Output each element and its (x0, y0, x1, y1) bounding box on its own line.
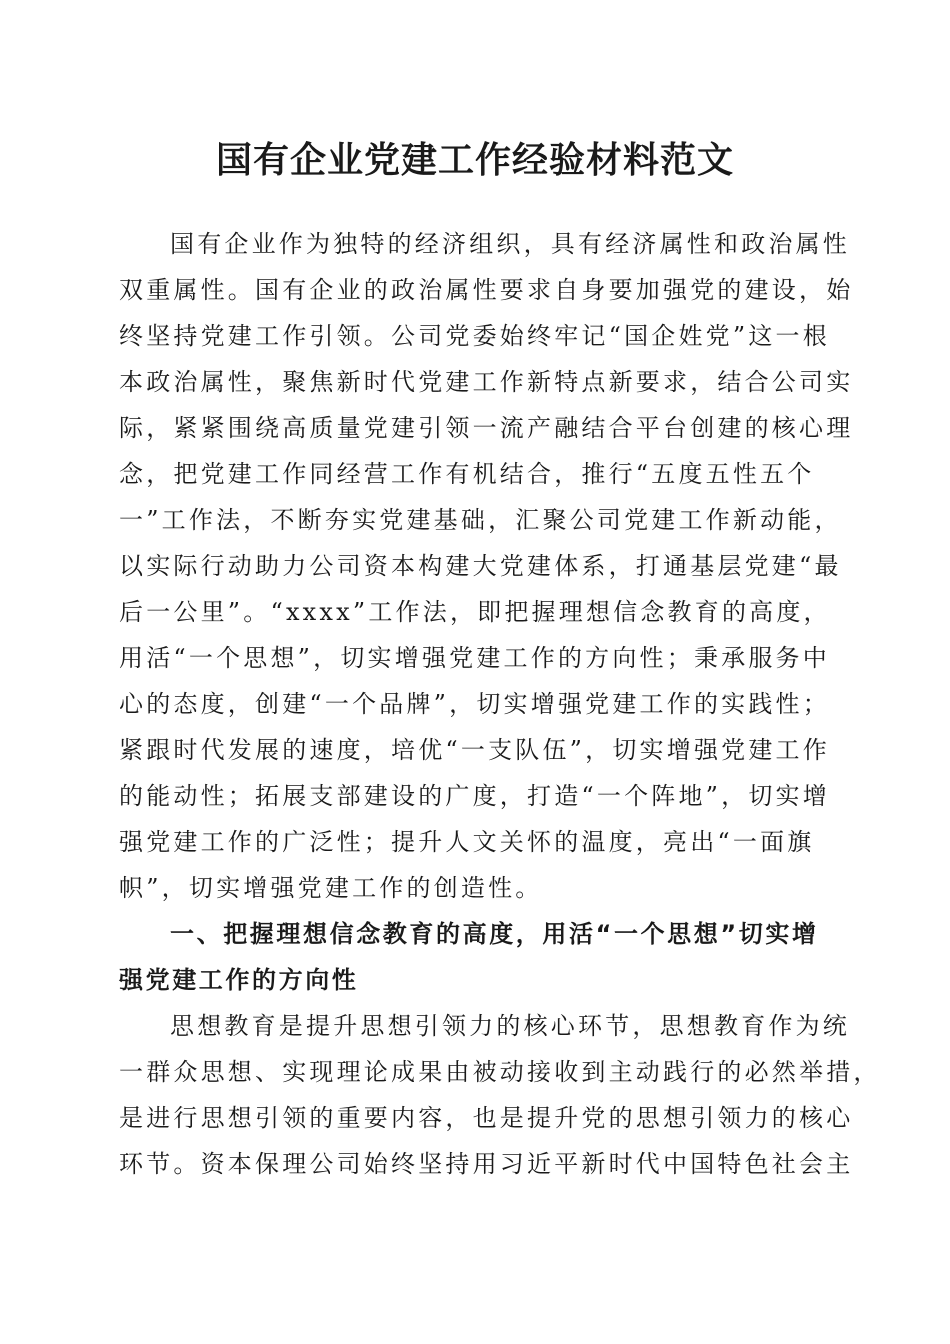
intro-line: 本政治属性，聚焦新时代党建工作新特点新要求，结合公司实 (119, 368, 854, 396)
intro-line: 用活“一个思想”，切实增强党建工作的方向性；秉承服务中 (119, 644, 830, 672)
intro-line: 双重属性。国有企业的政治属性要求自身要加强党的建设，始 (119, 276, 854, 304)
body-line: 是进行思想引领的重要内容，也是提升党的思想引领力的核心 (119, 1104, 854, 1132)
intro-line: 际，紧紧围绕高质量党建引领一流产融结合平台创建的核心理 (119, 414, 854, 442)
section-heading-line: 强党建工作的方向性 (119, 966, 359, 994)
intro-line: 强党建工作的广泛性；提升人文关怀的温度，亮出“一面旗 (119, 828, 815, 856)
intro-line: 国有企业作为独特的经济组织，具有经济属性和政治属性 (170, 230, 850, 258)
intro-line: 终坚持党建工作引领。公司党委始终牢记“国企姓党”这一根 (119, 322, 830, 350)
intro-line: 的能动性；拓展支部建设的广度，打造“一个阵地”，切实增 (119, 782, 830, 810)
intro-line: 紧跟时代发展的速度，培优“一支队伍”，切实增强党建工作 (119, 736, 830, 764)
body-line: 一群众思想、实现理论成果由被动接收到主动践行的必然举措， (119, 1058, 881, 1086)
body-line: 环节。资本保理公司始终坚持用习近平新时代中国特色社会主 (119, 1150, 854, 1178)
intro-line: 帜”，切实增强党建工作的创造性。 (119, 874, 543, 902)
intro-line: 念，把党建工作同经营工作有机结合，推行“五度五性五个 (119, 460, 815, 488)
intro-line: 心的态度，创建“一个品牌”，切实增强党建工作的实践性； (119, 690, 830, 718)
intro-line: 后一公里”。“xxxx”工作法，即把握理想信念教育的高度， (119, 598, 831, 626)
section-heading-line: 一、把握理想信念教育的高度，用活“一个思想”切实增 (170, 920, 819, 948)
intro-line: 以实际行动助力公司资本构建大党建体系，打通基层党建“最 (119, 552, 842, 580)
body-line: 思想教育是提升思想引领力的核心环节，思想教育作为统 (170, 1012, 850, 1040)
document-title: 国有企业党建工作经验材料范文 (215, 139, 734, 181)
intro-line: 一”工作法，不断夯实党建基础，汇聚公司党建工作新动能， (119, 506, 842, 534)
